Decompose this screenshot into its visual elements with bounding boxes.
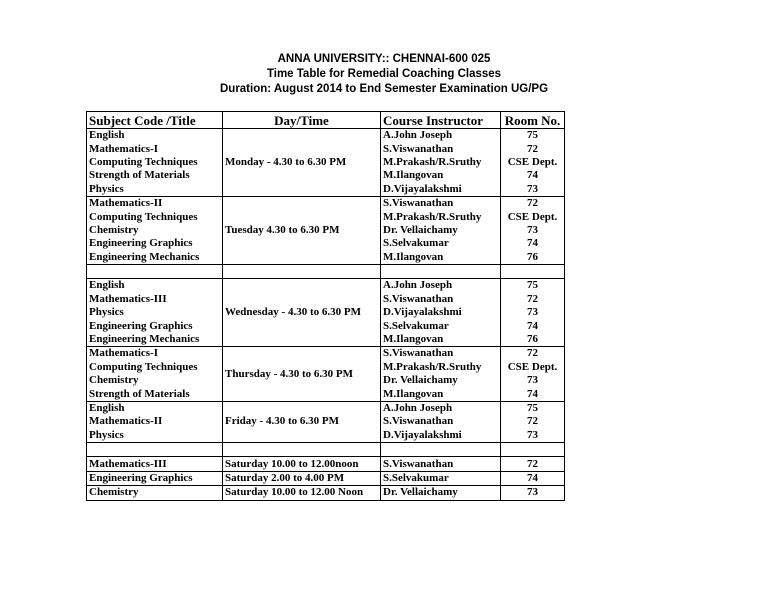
instructor-cell: M.Ilangovan bbox=[381, 251, 501, 265]
instructor-cell: S.Selvakumar bbox=[381, 471, 501, 485]
subject-cell: Engineering Graphics bbox=[87, 319, 223, 332]
subject-cell: Physics bbox=[87, 306, 223, 319]
room-cell: CSE Dept. bbox=[501, 210, 565, 223]
day-time-cell: Tuesday 4.30 to 6.30 PM bbox=[223, 196, 381, 264]
subject-cell: Computing Techniques bbox=[87, 361, 223, 374]
subject-cell: Chemistry bbox=[87, 374, 223, 387]
instructor-cell: Dr. Vellaichamy bbox=[381, 224, 501, 237]
timetable-body bbox=[87, 129, 565, 501]
instructor-cell: S.Viswanathan bbox=[381, 142, 501, 155]
subject-cell: Physics bbox=[87, 429, 223, 443]
room-cell: 74 bbox=[501, 387, 565, 401]
room-cell: 76 bbox=[501, 333, 565, 347]
timetable bbox=[86, 111, 565, 501]
instructor-cell: S.Viswanathan bbox=[381, 293, 501, 306]
instructor-cell: M.Ilangovan bbox=[381, 333, 501, 347]
instructor-cell: S.Viswanathan bbox=[381, 347, 501, 361]
day-time-cell bbox=[223, 442, 381, 456]
room-cell: 74 bbox=[501, 319, 565, 332]
table-row bbox=[87, 264, 565, 278]
subject-cell: English bbox=[87, 129, 223, 143]
day-time-cell: Saturday 2.00 to 4.00 PM bbox=[223, 471, 381, 485]
table-row bbox=[87, 442, 565, 456]
day-time-cell: Saturday 10.00 to 12.00noon bbox=[223, 457, 381, 471]
subject-cell: Chemistry bbox=[87, 486, 223, 500]
table-row bbox=[87, 401, 565, 415]
subject-cell: English bbox=[87, 401, 223, 415]
room-cell: 75 bbox=[501, 401, 565, 415]
instructor-cell: A.John Joseph bbox=[381, 279, 501, 293]
instructor-cell: M.Ilangovan bbox=[381, 387, 501, 401]
column-header-instructor: Course Instructor bbox=[381, 112, 501, 129]
table-row bbox=[87, 279, 565, 293]
subject-cell: Physics bbox=[87, 183, 223, 197]
subject-cell: Mathematics-II bbox=[87, 415, 223, 428]
subject-cell: Engineering Mechanics bbox=[87, 333, 223, 347]
room-cell: 75 bbox=[501, 129, 565, 143]
subject-cell: Mathematics-I bbox=[87, 347, 223, 361]
day-time-cell bbox=[223, 264, 381, 278]
room-cell: 72 bbox=[501, 196, 565, 210]
instructor-cell: A.John Joseph bbox=[381, 129, 501, 143]
table-row bbox=[87, 129, 565, 143]
column-header-day: Day/Time bbox=[223, 112, 381, 129]
subject-cell bbox=[87, 442, 223, 456]
room-cell: 72 bbox=[501, 415, 565, 428]
subject-cell: English bbox=[87, 279, 223, 293]
day-time-cell: Thursday - 4.30 to 6.30 PM bbox=[223, 347, 381, 402]
timetable-title: Time Table for Remedial Coaching Classes bbox=[266, 68, 502, 80]
room-cell bbox=[501, 442, 565, 456]
header-row bbox=[87, 112, 565, 129]
instructor-cell: M.Ilangovan bbox=[381, 169, 501, 182]
table-row bbox=[87, 471, 565, 485]
room-cell: 72 bbox=[501, 347, 565, 361]
subject-cell bbox=[87, 264, 223, 278]
room-cell: 76 bbox=[501, 251, 565, 265]
column-header-room: Room No. bbox=[501, 112, 565, 129]
room-cell: 72 bbox=[501, 293, 565, 306]
day-time-cell: Friday - 4.30 to 6.30 PM bbox=[223, 401, 381, 442]
instructor-cell: S.Selvakumar bbox=[381, 237, 501, 250]
instructor-cell: M.Prakash/R.Sruthy bbox=[381, 156, 501, 169]
day-time-cell: Wednesday - 4.30 to 6.30 PM bbox=[223, 279, 381, 347]
subject-cell: Mathematics-II bbox=[87, 196, 223, 210]
subject-cell: Chemistry bbox=[87, 224, 223, 237]
room-cell: 73 bbox=[501, 486, 565, 500]
room-cell: 75 bbox=[501, 279, 565, 293]
room-cell: 73 bbox=[501, 306, 565, 319]
instructor-cell: S.Viswanathan bbox=[381, 196, 501, 210]
room-cell: 73 bbox=[501, 183, 565, 197]
room-cell bbox=[501, 264, 565, 278]
room-cell: 73 bbox=[501, 374, 565, 387]
room-cell: 74 bbox=[501, 471, 565, 485]
instructor-cell: A.John Joseph bbox=[381, 401, 501, 415]
room-cell: 72 bbox=[501, 457, 565, 471]
instructor-cell: Dr. Vellaichamy bbox=[381, 486, 501, 500]
table-row bbox=[87, 486, 565, 500]
subject-cell: Mathematics-III bbox=[87, 293, 223, 306]
subject-cell: Engineering Graphics bbox=[87, 237, 223, 250]
instructor-cell: D.Vijayalakshmi bbox=[381, 183, 501, 197]
instructor-cell: M.Prakash/R.Sruthy bbox=[381, 210, 501, 223]
instructor-cell: D.Vijayalakshmi bbox=[381, 429, 501, 443]
subject-cell: Strength of Materials bbox=[87, 169, 223, 182]
room-cell: 72 bbox=[501, 142, 565, 155]
instructor-cell: S.Selvakumar bbox=[381, 319, 501, 332]
subject-cell: Computing Techniques bbox=[87, 210, 223, 223]
column-header-subject: Subject Code /Title bbox=[87, 112, 223, 129]
subject-cell: Mathematics-I bbox=[87, 142, 223, 155]
subject-cell: Strength of Materials bbox=[87, 387, 223, 401]
day-time-cell: Monday - 4.30 to 6.30 PM bbox=[223, 129, 381, 197]
room-cell: CSE Dept. bbox=[501, 361, 565, 374]
instructor-cell: Dr. Vellaichamy bbox=[381, 374, 501, 387]
subject-cell: Engineering Graphics bbox=[87, 471, 223, 485]
subject-cell: Engineering Mechanics bbox=[87, 251, 223, 265]
subject-cell: Mathematics-III bbox=[87, 457, 223, 471]
university-title: ANNA UNIVERSITY:: CHENNAI-600 025 bbox=[277, 53, 491, 65]
table-row bbox=[87, 196, 565, 210]
instructor-cell: S.Viswanathan bbox=[381, 457, 501, 471]
instructor-cell: D.Vijayalakshmi bbox=[381, 306, 501, 319]
room-cell: 73 bbox=[501, 224, 565, 237]
room-cell: 74 bbox=[501, 237, 565, 250]
instructor-cell: S.Viswanathan bbox=[381, 415, 501, 428]
table-row bbox=[87, 457, 565, 471]
instructor-cell: M.Prakash/R.Sruthy bbox=[381, 361, 501, 374]
instructor-cell bbox=[381, 442, 501, 456]
room-cell: 73 bbox=[501, 429, 565, 443]
duration-line: Duration: August 2014 to End Semester Examination UG/PG bbox=[219, 83, 549, 95]
day-time-cell: Saturday 10.00 to 12.00 Noon bbox=[223, 486, 381, 500]
document-header bbox=[0, 52, 768, 97]
table-row bbox=[87, 347, 565, 361]
subject-cell: Computing Techniques bbox=[87, 156, 223, 169]
room-cell: 74 bbox=[501, 169, 565, 182]
instructor-cell bbox=[381, 264, 501, 278]
room-cell: CSE Dept. bbox=[501, 156, 565, 169]
